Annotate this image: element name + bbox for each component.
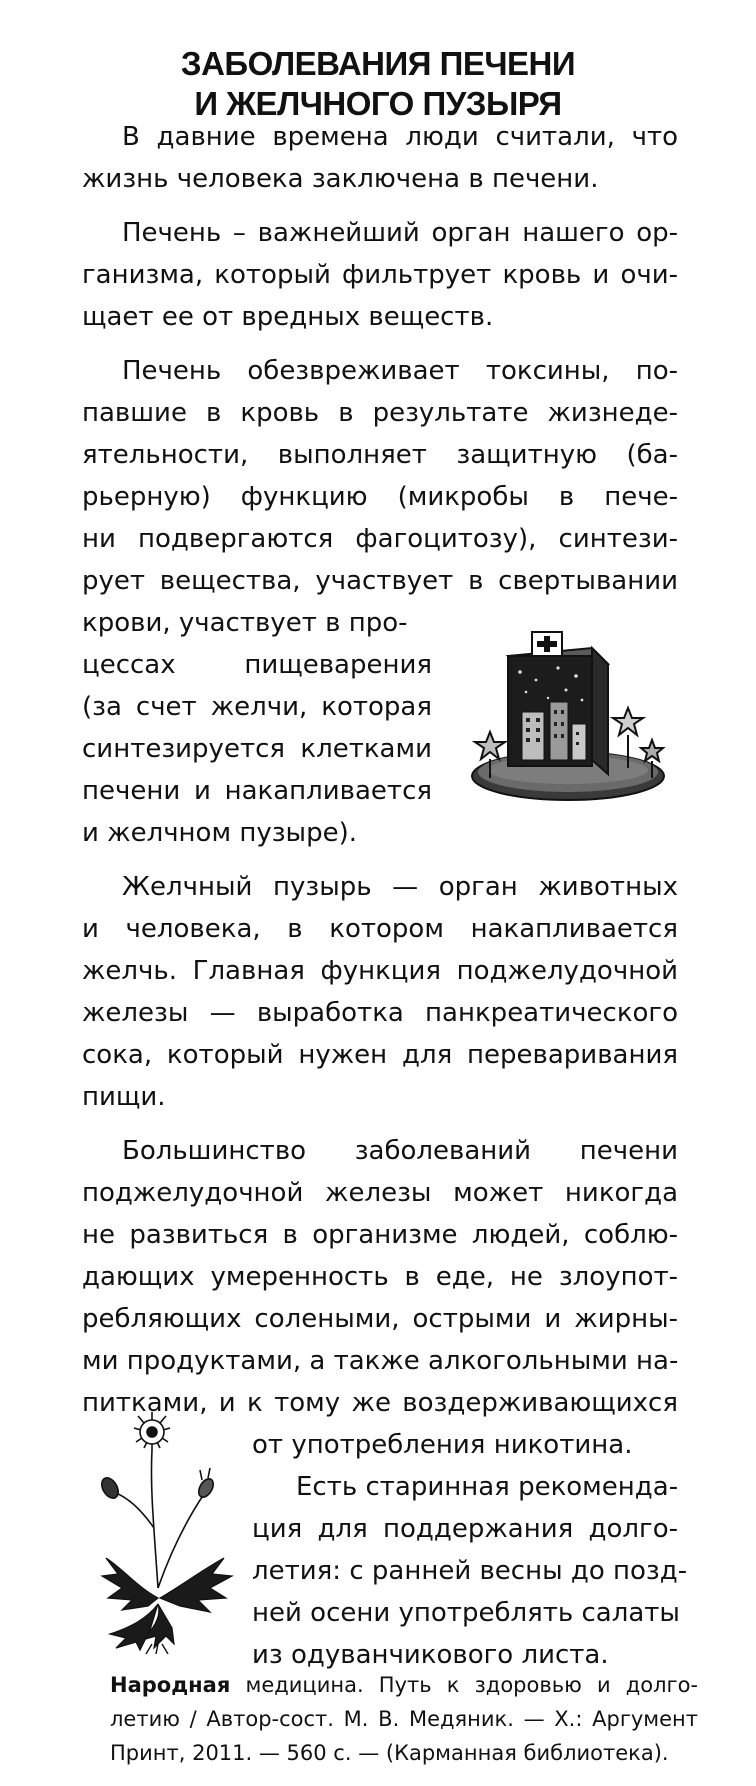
text-line: ней осени употреблять салаты [252,1598,680,1628]
text-line: дающих умеренность в еде, не злоупот- [82,1262,678,1292]
text-line: пищи. [82,1082,166,1112]
text-line: крови, участвует в про- [82,608,408,638]
citation-line-2: летию / Автор-сост. М. В. Медяник. — Х.: Аргумент [110,1707,698,1731]
title-line-1: ЗАБОЛЕВАНИЯ ПЕЧЕНИ [180,45,576,82]
text-line: поджелудочной железы может никогда [82,1178,678,1208]
text-line: жизнь человека заключена в печени. [82,164,599,194]
text-line: Желчный пузырь — орган животных [122,872,678,902]
text-line: цессах пищеварения [82,650,432,680]
text-line: щает ее от вредных веществ. [82,302,494,332]
text-line: Есть старинная рекоменда- [296,1472,679,1502]
text-line: Печень обезвреживает токсины, по- [122,356,678,386]
citation-bold-word: Народная [110,1673,231,1697]
dandelion-plant-icon [92,1408,242,1654]
text-line: (за счет желчи, которая [82,692,432,722]
text-line: и человека, в котором накапливается [82,914,678,944]
citation-line-1 [110,1668,698,1702]
hospital-building-with-stars-icon [466,628,670,810]
text-line: рует вещества, участвует в свертывании [82,566,678,596]
text-line: В давние времена люди считали, что [122,122,678,152]
text-line: ятельности, выполняет защитную (ба- [82,440,678,470]
text-line: ни подвергаются фагоцитозу), синтези- [82,524,678,554]
text-line: синтезируется клетками [82,734,432,764]
text-line: печени и накапливается [82,776,432,806]
text-line: и желчном пузыре). [82,818,357,848]
text-line: не развиться в организме людей, соблю- [82,1220,678,1250]
page-title [0,44,756,124]
text-line: питками, и к тому же воздерживающихся [82,1388,678,1418]
text-line: от употребления никотина. [252,1430,633,1460]
bibliographic-reference [110,1668,698,1770]
text-line: сока, который нужен для переваривания [82,1040,678,1070]
text-line: из одуванчикового листа. [252,1640,609,1670]
text-line: желчь. Главная функция поджелудочной [82,956,678,986]
citation-line-3: Принт, 2011. — 560 с. — (Карманная библиотека). [110,1741,669,1765]
text-line: ганизма, который фильтрует кровь и очи- [82,260,678,290]
text-line: Печень – важнейший орган нашего ор- [122,218,678,248]
text-line: ми продуктами, а также алкогольными на- [82,1346,679,1376]
text-line: павшие в кровь в результате жизнеде- [82,398,678,428]
text-line: летия: с ранней весны до позд- [252,1556,688,1586]
citation-line-1-rest: медицина. Путь к здоровью и долго- [230,1673,698,1697]
text-line: ребляющих солеными, острыми и жирны- [82,1304,678,1334]
text-line: рьерную) функцию (микробы в пече- [82,482,678,512]
text-line: железы — выработка панкреатического [82,998,678,1028]
text-line: Большинство заболеваний печени [122,1136,678,1166]
title-line-2: И ЖЕЛЧНОГО ПУЗЫРЯ [194,85,562,122]
text-line: ция для поддержания долго- [252,1514,678,1544]
